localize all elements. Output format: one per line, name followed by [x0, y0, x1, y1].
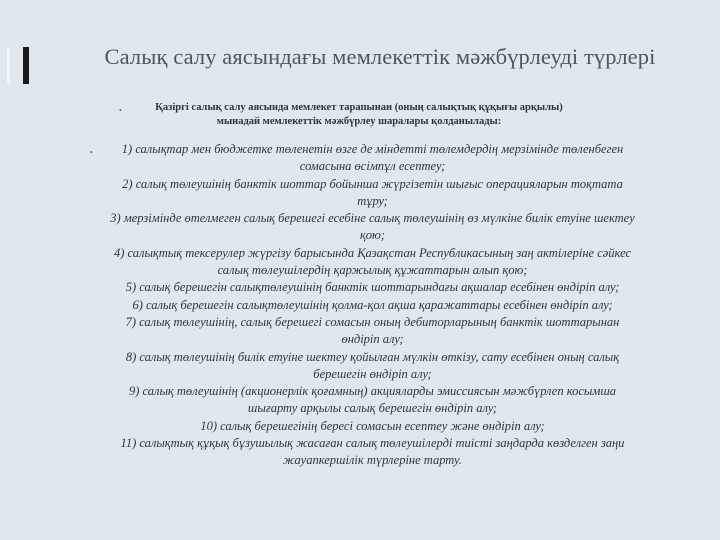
slide-title: Салық салу аясындағы мемлекеттік мәжбүрлеуді түрлері — [104, 44, 656, 69]
list-item-4: 4) салықтық тексерулер жүргізу барысында Қазақстан Республикасының заң актілеріне сәйкес салық төлеушілердің қаржылық құжаттарын алып қою; — [113, 245, 632, 278]
list-item-10: 10) салық берешегінің бересі сомасын есептеу және өндіріп алу; — [200, 418, 545, 433]
list-item-11: 11) салықтық құқық бұзушылық жасаған салық төлеушілерді тиісті заңдарда көзделген заңи жауапкершілік түрлеріне тарту. — [120, 436, 625, 468]
list-item-8: 8) салық төлеушінің билік етуіне шектеу қойылған мүлкін өткізу, сату есебінен оның салық берешегін өндіріп алу; — [125, 349, 620, 381]
list-item-3: 3) мерзімінде өтелмеген салық берешегі есебіне салық төлеушінің өз мүлкіне билік етуіне шектеу қою; — [110, 211, 635, 243]
intro-text: Қазіргі салық салу аясында мемлекет тарапынан (оның салықтық құқығы арқылы) мынадай мемлекеттік мәжбүрлеу шаралары қолданылады: — [155, 102, 563, 127]
measures-list — [110, 141, 635, 470]
bullet-list: • — [90, 148, 93, 157]
decorative-bar-dark — [23, 47, 29, 84]
bullet-intro: • — [119, 106, 122, 115]
list-item-7: 7) салық төлеушінің, салық берешегі сомасын оның дебиторларының банктік шоттарынан өндіріп алу; — [125, 314, 620, 347]
list-item-1: 1) салықтар мен бюджетке төленетін өзге де міндетті төлемдердің мерзімінде төленбеген сомасына өсімпұл есептеу; — [121, 142, 624, 174]
list-item-9: 9) салық төлеушінің (акционерлік қоғамның) акцияларды эмиссиясын мәжбүрлеп косымша шығарту арқылы салық берешегін өндіріп алу; — [128, 384, 617, 416]
list-item-5: 5) салық берешегін салықтөлеушінің банктік шоттарындағы ақшалар есебінен өндіріп алу; — [125, 280, 620, 295]
list-item-2: 2) салық төлеушінің банктік шоттар бойынша жүргізетін шығыс операцияларын тоқтата тұру; — [122, 176, 623, 208]
decorative-bar-light — [7, 47, 10, 84]
list-item-6: 6) салық берешегін салықтөлеушінің қолма-қол ақша қаражаттары есебінен өндіріп алу; — [132, 297, 613, 312]
